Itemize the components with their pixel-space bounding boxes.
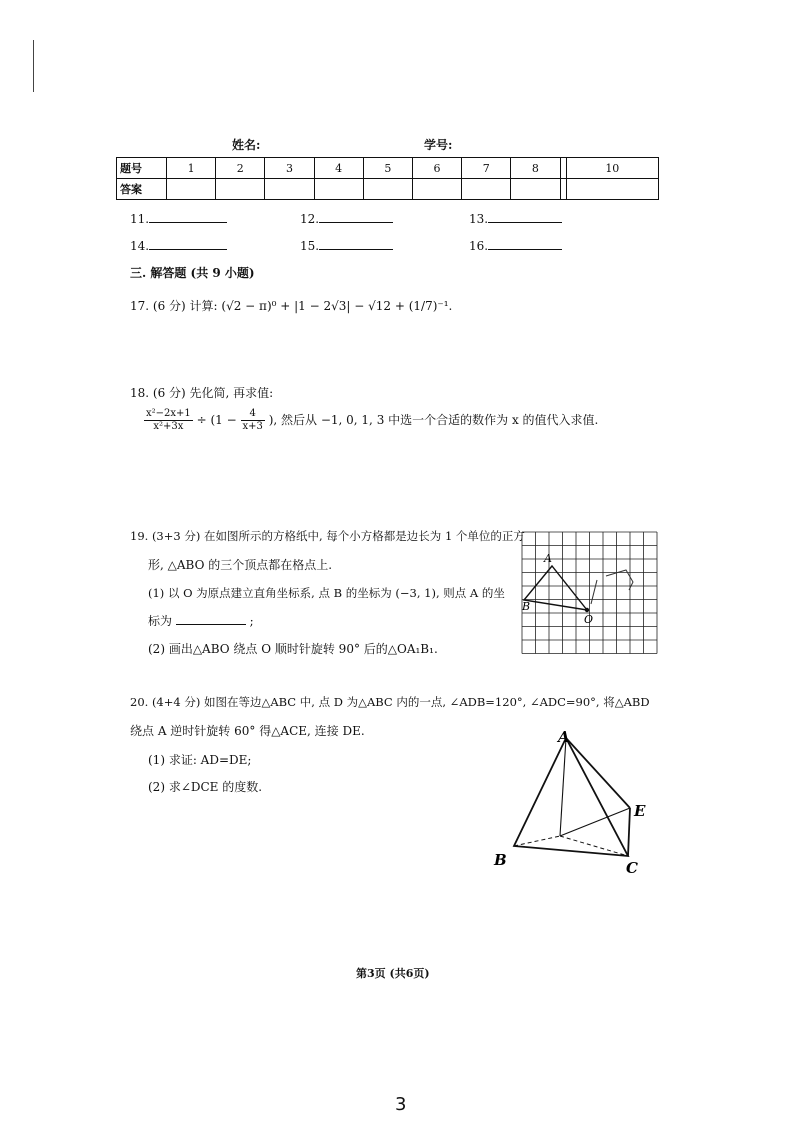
question-19-line-3: (1) 以 O 为原点建立直角坐标系, 点 B 的坐标为 (−3, 1), 则点 A 的坐 xyxy=(148,586,505,600)
point-o xyxy=(585,608,589,612)
label-c: C xyxy=(626,859,638,877)
answer-cell[interactable] xyxy=(511,179,560,200)
label-b: B xyxy=(522,600,531,613)
blank-13 xyxy=(469,210,562,226)
sketch-marks xyxy=(606,570,633,590)
page-footer: 第3页 (共6页) xyxy=(356,967,430,980)
question-19-line-2: 形, △ABO 的三个顶点都在格点上. xyxy=(148,558,333,572)
page-number: 3 xyxy=(395,1094,407,1115)
question-number-cell: 5 xyxy=(363,158,412,179)
blank-16 xyxy=(469,237,562,253)
segment-ad xyxy=(560,738,566,836)
answer-table-number-row xyxy=(117,158,659,179)
section-title: 三. 解答题 (共 9 小题) xyxy=(130,266,255,280)
question-number-cell: 10 xyxy=(566,158,658,179)
fraction-2 xyxy=(241,408,265,433)
question-number-cell: 8 xyxy=(511,158,560,179)
blank-15 xyxy=(300,237,393,253)
blank-14 xyxy=(130,237,227,253)
answer-cell[interactable] xyxy=(363,179,412,200)
blank-label: 12. xyxy=(300,212,320,226)
student-id-label: 学号: xyxy=(424,138,453,152)
grid-figure xyxy=(520,530,660,666)
blank-11 xyxy=(130,210,227,226)
blank-label: 14. xyxy=(130,239,150,253)
segment-de xyxy=(560,808,630,836)
question-number-header: 题号 xyxy=(117,158,167,179)
fraction-1-numerator: x²−2x+1 xyxy=(146,408,191,419)
triangle-abc xyxy=(514,738,628,856)
triangle-figure xyxy=(490,728,660,878)
question-18-expression xyxy=(144,408,598,433)
answer-cell[interactable] xyxy=(265,179,314,200)
answer-table xyxy=(116,157,659,200)
question-number-cell: 7 xyxy=(462,158,511,179)
coord-answer-line[interactable] xyxy=(176,612,246,625)
label-a: A xyxy=(558,728,570,746)
coord-prefix: 标为 xyxy=(148,614,173,628)
label-b: B xyxy=(494,851,507,869)
sketch-mark xyxy=(591,580,597,604)
answer-line[interactable] xyxy=(149,210,227,223)
answer-cell[interactable] xyxy=(167,179,216,200)
question-19-line-4 xyxy=(148,612,254,629)
question-19-line-1: 19. (3+3 分) 在如图所示的方格纸中, 每个小方格都是边长为 1 个单位的正方 xyxy=(130,529,525,543)
answer-table-answer-row xyxy=(117,179,659,200)
label-a: A xyxy=(544,552,552,565)
question-17-expression: (√2 − π)⁰ + |1 − 2√3| − √12 + (1/7)⁻¹. xyxy=(221,299,453,313)
blank-label: 11. xyxy=(130,212,150,226)
question-18-intro: 18. (6 分) 先化简, 再求值: xyxy=(130,386,274,400)
blank-label: 13. xyxy=(469,212,489,226)
question-17 xyxy=(130,297,452,314)
answer-cell[interactable] xyxy=(462,179,511,200)
question-18-tail: ), 然后从 −1, 0, 1, 3 中选一个合适的数作为 x 的值代入求值. xyxy=(268,413,599,427)
question-number-cell: 6 xyxy=(412,158,461,179)
answer-cell[interactable] xyxy=(216,179,265,200)
question-19-line-5: (2) 画出△ABO 绕点 O 顺时针旋转 90° 后的△OA₁B₁. xyxy=(148,642,438,656)
question-20-line-1: 20. (4+4 分) 如图在等边△ABC 中, 点 D 为△ABC 内的一点, ∠ADB=120°, ∠ADC=90°, 将△ABD xyxy=(130,695,650,709)
answer-line[interactable] xyxy=(319,210,393,223)
grid-lines xyxy=(522,532,657,654)
question-20-line-4: (2) 求∠DCE 的度数. xyxy=(148,780,263,794)
question-17-prefix: 17. (6 分) 计算: xyxy=(130,299,218,313)
answer-cell[interactable] xyxy=(412,179,461,200)
question-number-cell: 4 xyxy=(314,158,363,179)
fraction-2-numerator: 4 xyxy=(241,408,265,421)
question-number-cell: 3 xyxy=(265,158,314,179)
fraction-2-denominator: x+3 xyxy=(242,421,263,432)
segment-ec xyxy=(628,808,630,856)
label-o: O xyxy=(584,613,594,626)
answer-line[interactable] xyxy=(149,237,227,250)
fraction-1-denominator: x²+3x xyxy=(153,421,184,432)
blank-label: 15. xyxy=(300,239,320,253)
blank-label: 16. xyxy=(469,239,489,253)
fraction-1 xyxy=(144,408,193,433)
answer-line[interactable] xyxy=(319,237,393,250)
question-20-line-2: 绕点 A 逆时针旋转 60° 得△ACE, 连接 DE. xyxy=(130,724,365,738)
scan-mark xyxy=(33,40,34,92)
question-number-cell: 2 xyxy=(216,158,265,179)
segment-bd xyxy=(514,836,560,846)
answer-header: 答案 xyxy=(117,179,167,200)
blank-12 xyxy=(300,210,393,226)
label-e: E xyxy=(634,802,646,820)
coord-suffix: ; xyxy=(249,614,254,628)
answer-line[interactable] xyxy=(488,237,562,250)
name-blank[interactable] xyxy=(268,148,388,149)
answer-cell[interactable] xyxy=(314,179,363,200)
question-20-line-3: (1) 求证: AD=DE; xyxy=(148,753,252,767)
question-number-cell: 1 xyxy=(167,158,216,179)
divide-text: ÷ (1 − xyxy=(196,413,237,427)
answer-cell[interactable] xyxy=(566,179,658,200)
answer-line[interactable] xyxy=(488,210,562,223)
name-label: 姓名: xyxy=(232,138,261,152)
